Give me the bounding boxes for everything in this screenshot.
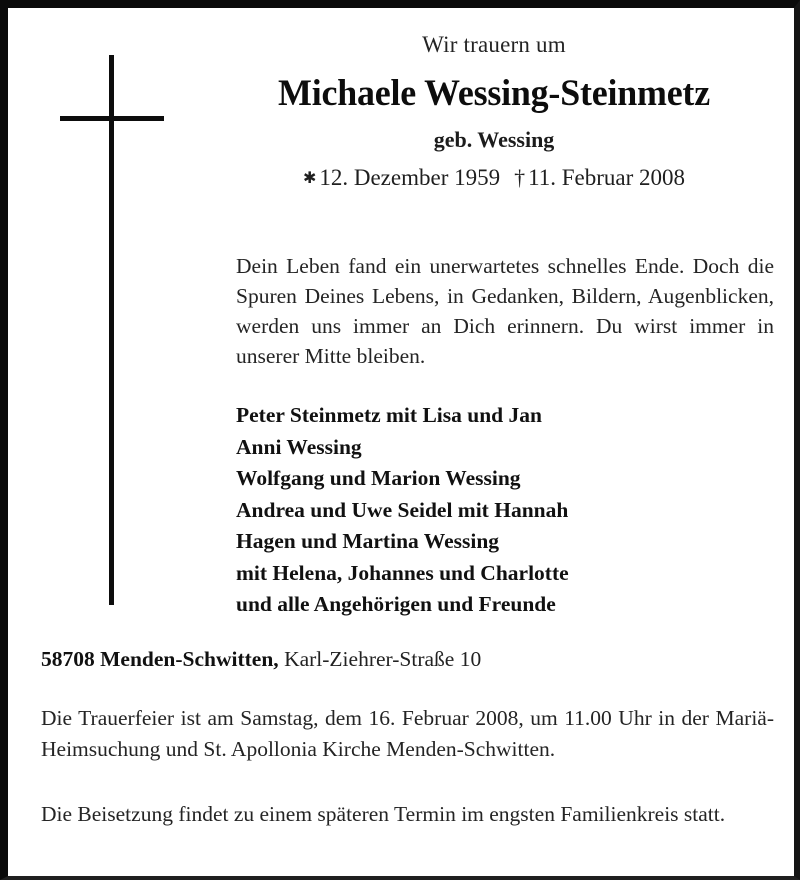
address-street: Karl-Ziehrer-Straße 10 [284, 647, 482, 671]
address-line [41, 645, 481, 673]
family-member-line: mit Helena, Johannes und Charlotte [236, 560, 569, 585]
family-member-line: Hagen und Martina Wessing [236, 529, 500, 553]
bereaved-family-list [236, 400, 776, 621]
life-dates-line [204, 163, 784, 194]
family-member-line: Andrea und Uwe Seidel mit Hannah [236, 497, 569, 522]
cross-vertical-bar [109, 55, 114, 605]
mourning-intro-text: Wir trauern um [422, 32, 566, 57]
family-member-line: und alle Angehörigen und Freunde [236, 592, 556, 616]
maiden-name: geb. Wessing [433, 127, 555, 152]
burial-notice-text: Die Beisetzung findet zu einem späteren Termin im engsten Familienkreis statt. [41, 802, 726, 826]
deceased-name: Michaele Wessing-Steinmetz [278, 73, 710, 114]
death-date: 11. Februar 2008 [528, 165, 686, 190]
obituary-heading-block [204, 30, 784, 194]
family-member-line: Anni Wessing [236, 434, 362, 459]
funeral-ceremony-text: Die Trauerfeier ist am Samstag, dem 16. Februar 2008, um 11.00 Uhr in der Mariä-Heimsuchung und St. Apollonia Kirche Menden-Schwitten. [41, 706, 774, 761]
cross-horizontal-bar [60, 116, 164, 121]
christian-cross-icon [52, 50, 212, 610]
family-member-line: Peter Steinmetz mit Lisa und Jan [236, 403, 542, 427]
birth-star-icon: ✱ [302, 170, 317, 187]
family-member-line: Wolfgang und Marion Wessing [236, 466, 521, 490]
address-city: 58708 Menden-Schwitten, [41, 647, 279, 671]
birth-date: 12. Dezember 1959 [319, 165, 501, 190]
memorial-poem: Dein Leben fand ein unerwartetes schnelles Ende. Doch die Spuren Deines Lebens, in Gedanken, Bildern, Augenblicken, werden uns immer an Dich erinnern. Du wirst immer in unserer Mitte bleiben. [236, 254, 774, 368]
obituary-card [8, 8, 794, 876]
death-cross-icon: † [514, 165, 526, 190]
